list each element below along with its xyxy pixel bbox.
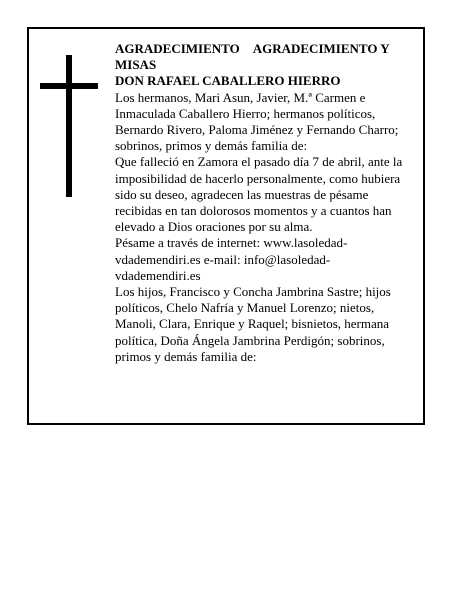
notice-heading: AGRADECIMIENTO AGRADECIMIENTO Y MISAS [115,41,390,73]
notice-text [115,41,415,365]
cross-vertical-bar [66,55,72,197]
deceased-name: DON RAFAEL CABALLERO HIERRO [115,73,341,89]
second-family-paragraph: Los hijos, Francisco y Concha Jambrina Sastre; hijos políticos, Chelo Nafría y Manuel Lorenzo; nietos, Manoli, Clara, Enrique y Raquel; bisnietos, hermana política, Doña Ángela Jambrina Perdigón; sobrinos, primos y demás familia de: [115,284,391,364]
latin-cross-icon [40,55,98,197]
condolence-contact: Pésame a través de internet: www.lasoledad-vdademendiri.es e-mail: info@lasoledad-vdademendiri.es [115,235,348,283]
obituary-notice [27,27,425,425]
cross-horizontal-bar [40,83,98,89]
family-paragraph: Los hermanos, Mari Asun, Javier, M.ª Carmen e Inmaculada Caballero Hierro; hermanos políticos, Bernardo Rivero, Paloma Jiménez y Fernando Charro; sobrinos, primos y demás familia de: [115,89,399,154]
thanks-paragraph: Que falleció en Zamora el pasado día 7 de abril, ante la imposibilidad de hacerlo personalmente, como hubiera sido su deseo, agradecen las muestras de pésame recibidas en tan dolorosos momentos y a cuantos han elevado a Dios oraciones por su alma. [115,154,403,235]
